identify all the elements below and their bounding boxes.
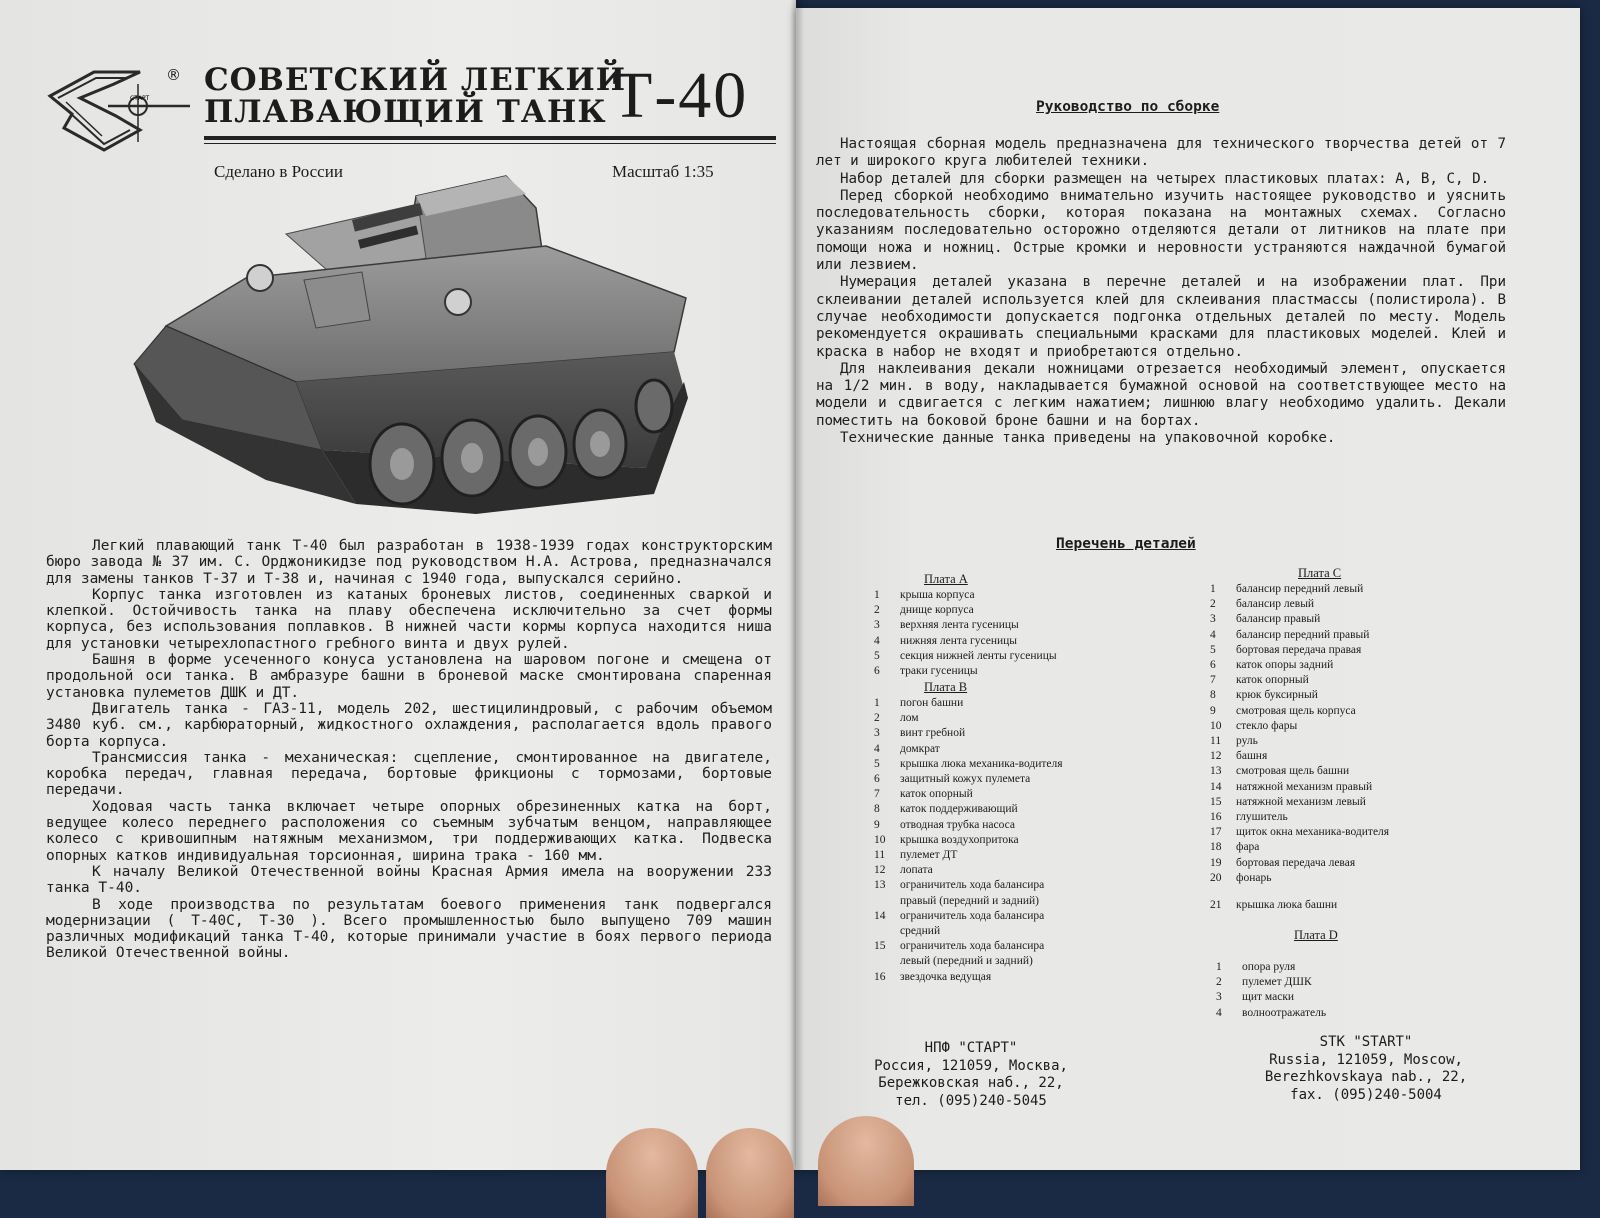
history-paragraph: Трансмиссия танка - механическая: сцепление, смонтированное на двигателе, коробка передач, главная передача, бортовые фрикционы с тормозами, бортовые передачи. (46, 749, 772, 799)
item-label: лопата (900, 864, 933, 877)
list-item (874, 618, 1057, 633)
right-page (796, 8, 1580, 1170)
item-number: 3 (874, 619, 880, 632)
item-number: 5 (874, 649, 880, 662)
plate-b-title: Плата B (924, 680, 968, 694)
registered-mark: ® (166, 66, 181, 84)
list-item (874, 818, 1063, 833)
list-item (1210, 734, 1389, 749)
item-label: крыша корпуса (900, 589, 975, 601)
address-ru-line: Россия, 121059, Москва, (874, 1057, 1068, 1074)
item-number: 14 (874, 909, 886, 922)
item-label-continued: средний (900, 925, 941, 938)
guide-paragraph: Нумерация деталей указана в перечне деталей и на изображении плат. При склеивании деталей используется клей для склеивания пластмассы (полистирола). В случае необходимости допускается подгонка отдельных деталей по месту. Модель рекомендуется окрашивать специальными красками для пластиковых моделей. Клей и краска в набор не входят и приобретаются отдельно. (816, 274, 1506, 360)
history-paragraph: Башня в форме усеченного конуса установлена на шаровом погоне и смещена от продольной оси танка. В амбразуре башни в броневой маске смонтирована спаренная установка пулеметов ДШК и ДТ. (46, 652, 772, 701)
parts-heading: Перечень деталей (1056, 536, 1196, 552)
plate-a-list (874, 588, 1057, 679)
item-number: 15 (874, 940, 886, 953)
item-label: крышка воздухопритока (900, 833, 1019, 846)
left-page (0, 0, 796, 1170)
list-item (874, 833, 1063, 848)
item-number: 4 (1210, 628, 1216, 641)
header-rule (204, 136, 776, 140)
guide-paragraph: Технические данные танка приведены на упаковочной коробке. (840, 430, 1336, 447)
list-item (1210, 780, 1389, 795)
item-label: глушитель (1236, 811, 1288, 824)
item-number: 3 (874, 727, 880, 740)
plate-b-list (874, 696, 1063, 985)
list-item (874, 588, 1057, 603)
address-en (1236, 1034, 1496, 1104)
address-en-line: Berezhkovskaya nab., 22, (1264, 1069, 1468, 1085)
list-item (874, 802, 1063, 817)
item-number: 11 (874, 849, 886, 862)
item-label: балансир передний правый (1236, 628, 1370, 641)
item-number: 16 (874, 970, 886, 983)
item-label: натяжной механизм левый (1236, 795, 1366, 808)
item-number: 17 (1210, 826, 1222, 839)
address-ru-line: тел. (095)240-5045 (895, 1092, 1047, 1109)
guide-paragraph: Для наклеивания декали ножницами отрезается необходимый элемент, опускается на 1/2 мин. в воду, накладывается бумажной основой на соответствующее место на модели и сдвигается с легким нажатием; лишнюю влагу необходимо удалить. Декали поместить на боковой броне башни и на бортах. (816, 360, 1506, 429)
list-item (1210, 673, 1389, 688)
item-label: днище корпуса (900, 604, 974, 617)
item-label-continued: правый (передний и задний) (900, 894, 1039, 907)
address-en-line: fax. (095)240-5004 (1290, 1086, 1442, 1103)
item-number: 4 (1216, 1006, 1222, 1019)
item-number: 6 (874, 773, 880, 786)
item-label: щиток окна механика-водителя (1236, 826, 1390, 839)
item-number: 7 (1210, 674, 1216, 687)
item-label: ограничитель хода балансира (900, 879, 1045, 892)
item-label: смотровая щель корпуса (1236, 704, 1356, 717)
page-title (204, 64, 626, 128)
item-label: щит маски (1242, 991, 1295, 1004)
address-en-line: STK "START" (1319, 1034, 1413, 1050)
item-number: 2 (1210, 598, 1216, 611)
item-number: 15 (1210, 795, 1222, 808)
item-label: балансир передний левый (1236, 583, 1364, 595)
item-number: 19 (1210, 856, 1222, 869)
item-number: 4 (874, 742, 880, 755)
list-item (1216, 960, 1326, 975)
item-number: 2 (874, 604, 880, 617)
guide-text (816, 136, 1506, 447)
item-number: 10 (874, 833, 886, 846)
item-label: погон башни (900, 697, 964, 709)
item-number: 1 (874, 697, 880, 709)
finger (818, 1116, 914, 1206)
list-item (1210, 688, 1389, 703)
list-item (874, 848, 1063, 863)
item-label: траки гусеницы (900, 665, 978, 678)
item-label: пулемет ДТ (900, 849, 958, 862)
plate-c-list (1210, 582, 1389, 886)
list-item (1210, 810, 1389, 825)
list-item (874, 634, 1057, 649)
address-ru (836, 1040, 1106, 1110)
list-item (1210, 856, 1389, 871)
item-number: 5 (1210, 643, 1216, 656)
list-item (1210, 658, 1389, 673)
item-number: 4 (874, 634, 880, 647)
history-paragraph: Корпус танка изготовлен из катаных броневых листов, соединенных сваркой и клепкой. Остойчивость танка на плаву обеспечена исключительно за счет формы корпуса, без использования поплавков. В нижней части кормы корпуса находится ниша для установки четырехлопастного гребного винта и двух рулей. (46, 586, 772, 652)
list-item (874, 726, 1063, 741)
list-item (1210, 825, 1389, 840)
item-number: 20 (1210, 871, 1222, 884)
list-item (874, 772, 1063, 787)
list-item (1210, 628, 1389, 643)
list-item (874, 603, 1057, 618)
item-label: лом (900, 712, 919, 725)
list-item (874, 909, 1063, 924)
plate-c-title: Плата C (1298, 566, 1342, 580)
item-label: башня (1236, 750, 1268, 763)
item-label: каток поддерживающий (900, 803, 1018, 816)
item-label: балансир правый (1236, 613, 1321, 626)
item-label: звездочка ведущая (900, 970, 992, 983)
list-item (1210, 612, 1389, 627)
history-paragraph: Двигатель танка - ГАЗ-11, модель 202, шестицилиндровый, с рабочим объемом 3480 куб. см., карбюраторный, жидкостного охлаждения, располагается вдоль правого борта корпуса. (46, 700, 772, 750)
guide-paragraph: Перед сборкой необходимо внимательно изучить настоящее руководство и уяснить последовательность сборки, которая показана на монтажных схемах. Согласно указаниям последовательно осторожно отделяются детали от литников на плате при помощи ножа и ножниц. Острые кромки и неровности устраняются наждачной бумагой или лезвием. (816, 187, 1506, 274)
item-number: 8 (874, 803, 880, 816)
item-number: 5 (874, 757, 880, 770)
item-label: руль (1236, 735, 1258, 748)
item-label: фонарь (1236, 871, 1272, 884)
item-number: 2 (874, 712, 880, 725)
item-number: 6 (1210, 659, 1216, 672)
plate-d-title: Плата D (1294, 928, 1338, 942)
list-item (874, 742, 1063, 757)
history-paragraph: Легкий плавающий танк Т-40 был разработан в 1938-1939 годах конструкторским бюро завода № 37 им. С. Орджоникидзе под руководством Н.А. Астрова, предназначался для замены танков Т-37 и Т-38 и, начиная с 1940 года, выпускался серийно. (46, 538, 772, 587)
history-paragraph: В ходе производства по результатам боевого применения танк подвергался модернизации ( Т-40С, Т-30 ). Всего промышленностью было выпущено 709 машин различных модификаций танка Т-40, которые принимали участие в боях первого периода Великой Отечественной войны. (46, 896, 772, 962)
list-item (1210, 597, 1389, 612)
item-number: 18 (1210, 841, 1222, 854)
list-item (874, 970, 1063, 985)
list-item (1210, 719, 1389, 734)
item-number: 12 (1210, 750, 1222, 763)
item-label: волноотражатель (1242, 1006, 1327, 1019)
list-item (874, 863, 1063, 878)
made-in-label: Сделано в России (214, 162, 343, 181)
item-label: крюк буксирный (1236, 689, 1318, 702)
item-label: ограничитель хода балансира (900, 909, 1045, 922)
list-item (1210, 871, 1389, 886)
item-label: секция нижней ленты гусеницы (900, 649, 1057, 662)
history-text (46, 538, 772, 962)
item-label: домкрат (900, 742, 940, 755)
guide-paragraph: Набор деталей для сборки размещен на четырех пластиковых платах: A, B, C, D. (840, 170, 1490, 187)
item-number: 13 (874, 879, 886, 892)
item-label-continued: левый (передний и задний) (900, 955, 1033, 968)
item-label: фара (1236, 841, 1260, 854)
item-number: 6 (874, 665, 880, 678)
item-number: 8 (1210, 689, 1216, 702)
list-item (1216, 975, 1326, 990)
item-label: балансир левый (1236, 598, 1315, 611)
list-item (874, 757, 1063, 772)
guide-paragraph: Настоящая сборная модель предназначена для технического творчества детей от 7 лет и широкого круга любителей техники. (816, 136, 1506, 170)
item-number: 2 (1216, 976, 1222, 989)
item-number: 1 (1216, 961, 1222, 973)
item-label: верхняя лента гусеницы (900, 619, 1019, 632)
page-fold (790, 0, 804, 1170)
item-number: 3 (1210, 613, 1216, 626)
list-item (874, 711, 1063, 726)
list-item (1210, 764, 1389, 779)
plate-d-list (1216, 960, 1326, 1021)
item-label: отводная трубка насоса (900, 818, 1016, 831)
item-number: 7 (874, 788, 880, 801)
model-name: Т-40 (612, 59, 749, 132)
item-label: натяжной механизм правый (1236, 780, 1373, 793)
list-item (1210, 704, 1389, 719)
item-number: 1 (874, 589, 880, 601)
list-item (1210, 795, 1389, 810)
item-label: крышка люка механика-водителя (900, 757, 1063, 770)
item-label: бортовая передача левая (1236, 856, 1356, 869)
address-en-line: Russia, 121059, Moscow, (1269, 1051, 1463, 1068)
item-number: 16 (1210, 811, 1222, 824)
scale-label: Масштаб 1:35 (612, 162, 714, 181)
list-item (874, 664, 1057, 679)
item-label: пулемет ДШК (1242, 976, 1312, 989)
finger (706, 1128, 794, 1218)
item-number: 12 (874, 864, 886, 877)
item-label: каток опорный (900, 788, 973, 801)
item-number: 10 (1210, 719, 1222, 732)
history-paragraph: К началу Великой Отечественной войны Красная Армия имела на вооружении 233 танка Т-40. (46, 863, 772, 897)
tank-illustration (126, 168, 706, 536)
finger (606, 1128, 698, 1218)
item-label: винт гребной (900, 727, 966, 740)
svg-text:СТАРТ: СТАРТ (130, 95, 150, 102)
list-item (1210, 582, 1389, 597)
list-item (874, 696, 1063, 711)
item-label: опора руля (1242, 961, 1296, 973)
title-line-2: ПЛАВАЮЩИЙ ТАНК (204, 94, 607, 130)
item-label: ограничитель хода балансира (900, 940, 1045, 953)
item-number: 9 (1210, 704, 1216, 717)
item-label: смотровая щель башни (1236, 765, 1350, 778)
guide-heading: Руководство по сборке (1036, 99, 1220, 115)
list-item (1216, 1006, 1326, 1021)
list-item (874, 878, 1063, 893)
header-rule-thin (204, 143, 776, 144)
item-label: каток опорный (1236, 674, 1309, 687)
address-ru-line: Бережковская наб., 22, (878, 1075, 1064, 1091)
list-item (1216, 990, 1326, 1005)
item-label: бортовая передача правая (1236, 643, 1362, 656)
address-ru-line: НПФ "СТАРТ" (924, 1040, 1018, 1056)
item-number: 9 (874, 818, 880, 831)
list-item (1210, 840, 1389, 855)
list-item (874, 939, 1063, 954)
item-number: 11 (1210, 735, 1222, 748)
list-item (1210, 643, 1389, 658)
list-item (1210, 749, 1389, 764)
item-number: 13 (1210, 765, 1222, 778)
plate-a-title: Плата A (924, 572, 968, 586)
list-item (874, 787, 1063, 802)
item-number: 14 (1210, 780, 1222, 793)
item-label: защитный кожух пулемета (900, 773, 1031, 786)
item-label: каток опоры задний (1236, 659, 1334, 672)
item-label: нижняя лента гусеницы (900, 634, 1018, 647)
list-item (874, 649, 1057, 664)
plate-c-extra (1210, 898, 1337, 913)
title-line-1: СОВЕТСКИЙ ЛЕГКИЙ (204, 62, 627, 98)
item-label: стекло фары (1236, 719, 1298, 732)
item-number: 1 (1210, 583, 1216, 595)
history-paragraph: Ходовая часть танка включает четыре опорных обрезиненных катка на борт, ведущее колесо переднего расположения со съемным зубчатым венцом, направляющее колесо с кривошипным натяжным механизмом, три поддерживающих катка. Подвеска опорных катков индивидуальная торсионная, ширина трака - 160 мм. (46, 798, 772, 864)
item-number: 3 (1216, 991, 1222, 1004)
list-item: 21 крышка люка башни (1210, 899, 1338, 911)
